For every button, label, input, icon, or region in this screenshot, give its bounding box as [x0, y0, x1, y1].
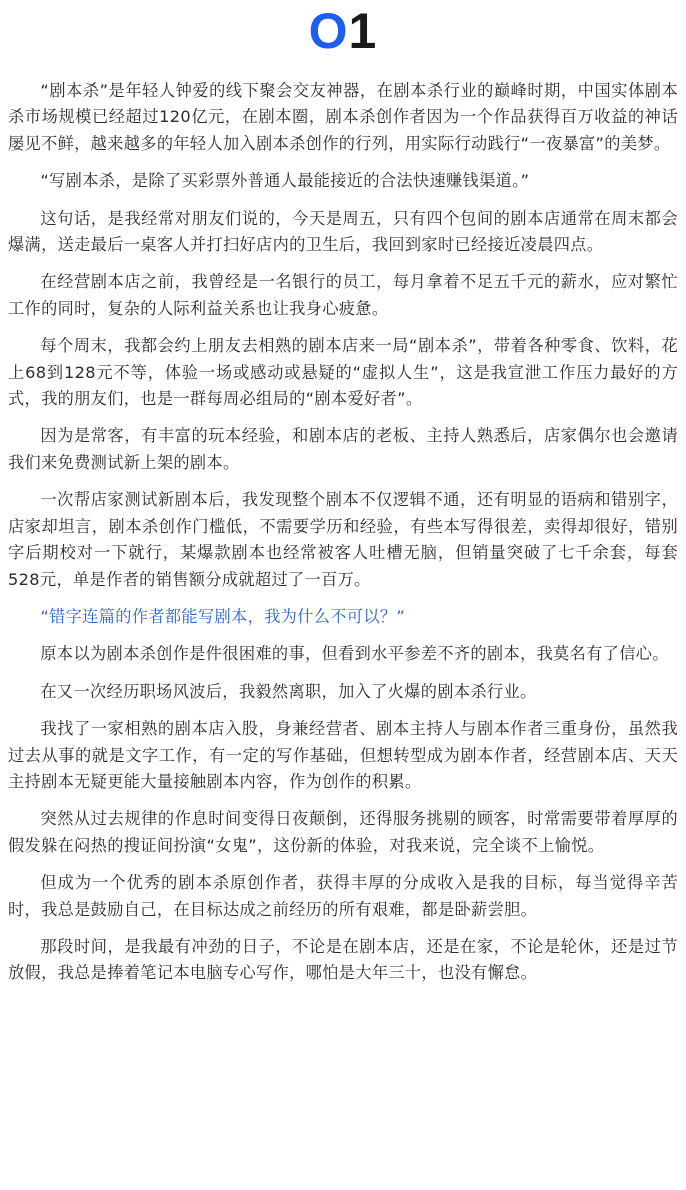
paragraph: “剧本杀”是年轻人钟爱的线下聚会交友神器，在剧本杀行业的巅峰时期，中国实体剧本杀市场规模已经超过120亿元，在剧本圈，剧本杀创作者因为一个作品获得百万收益的神话屡见不鲜，越来越多的年轻人加入剧本杀创作的行列，用实际行动践行“一夜暴富”的美梦。	[8, 81, 678, 153]
paragraph: 但成为一个优秀的剧本杀原创作者，获得丰厚的分成收入是我的目标，每当觉得辛苦时，我总是鼓励自己，在目标达成之前经历的所有艰难，都是卧薪尝胆。	[8, 873, 678, 919]
paragraph: 在又一次经历职场风波后，我毅然离职，加入了火爆的剧本杀行业。	[40, 681, 537, 701]
section-number-heading	[8, 3, 678, 59]
article-body	[8, 78, 678, 987]
paragraph: 我找了一家相熟的剧本店入股，身兼经营者、剧本主持人与剧本作者三重身份，虽然我过去从事的就是文字工作，有一定的写作基础，但想转型成为剧本作者，经营剧本店、天天主持剧本无疑更能大量接触剧本内容，作为创作的积累。	[8, 719, 678, 791]
section-number-prefix: O	[308, 3, 349, 59]
paragraph: 每个周末，我都会约上朋友去相熟的剧本店来一局“剧本杀”，带着各种零食、饮料，花上68到128元不等，体验一场或感动或悬疑的“虚拟人生”，这是我宣泄工作压力最好的方式，我的朋友们，也是一群每周必组局的“剧本爱好者”。	[8, 336, 678, 409]
paragraph: 这句话，是我经常对朋友们说的，今天是周五，只有四个包间的剧本店通常在周末都会爆满，送走最后一桌客人并打扫好店内的卫生后，我回到家时已经接近凌晨四点。	[8, 208, 678, 255]
section-number-digit: 1	[348, 3, 378, 59]
paragraph-quote: “写剧本杀，是除了买彩票外普通人最能接近的合法快速赚钱渠道。”	[40, 171, 530, 191]
paragraph: 因为是常客，有丰富的玩本经验，和剧本店的老板、主持人熟悉后，店家偶尔也会邀请我们来免费测试新上架的剧本。	[8, 426, 678, 472]
paragraph: 一次帮店家测试新剧本后，我发现整个剧本不仅逻辑不通，还有明显的语病和错别字，店家却坦言，剧本杀创作门槛低，不需要学历和经验，有些本写得很差，卖得却很好，错别字后期校对一下就行，某爆款剧本也经常被客人吐槽无脑，但销量突破了七千余套，每套528元，单是作者的销售额分成就超过了一百万。	[8, 490, 678, 589]
highlighted-quote: “错字连篇的作者都能写剧本，我为什么不可以？”	[40, 606, 406, 626]
paragraph: 在经营剧本店之前，我曾经是一名银行的员工，每月拿着不足五千元的薪水，应对繁忙工作的同时，复杂的人际利益关系也让我身心疲惫。	[8, 272, 678, 318]
paragraph: 突然从过去规律的作息时间变得日夜颠倒，还得服务挑剔的顾客，时常需要带着厚厚的假发躲在闷热的搜证间扮演“女鬼”，这份新的体验，对我来说，完全谈不上愉悦。	[8, 809, 678, 855]
paragraph: 原本以为剧本杀创作是件很困难的事，但看到水平参差不齐的剧本，我莫名有了信心。	[40, 644, 669, 664]
paragraph: 那段时间，是我最有冲劲的日子，不论是在剧本店，还是在家，不论是轮休，还是过节放假，我总是捧着笔记本电脑专心写作，哪怕是大年三十，也没有懈怠。	[8, 936, 678, 983]
